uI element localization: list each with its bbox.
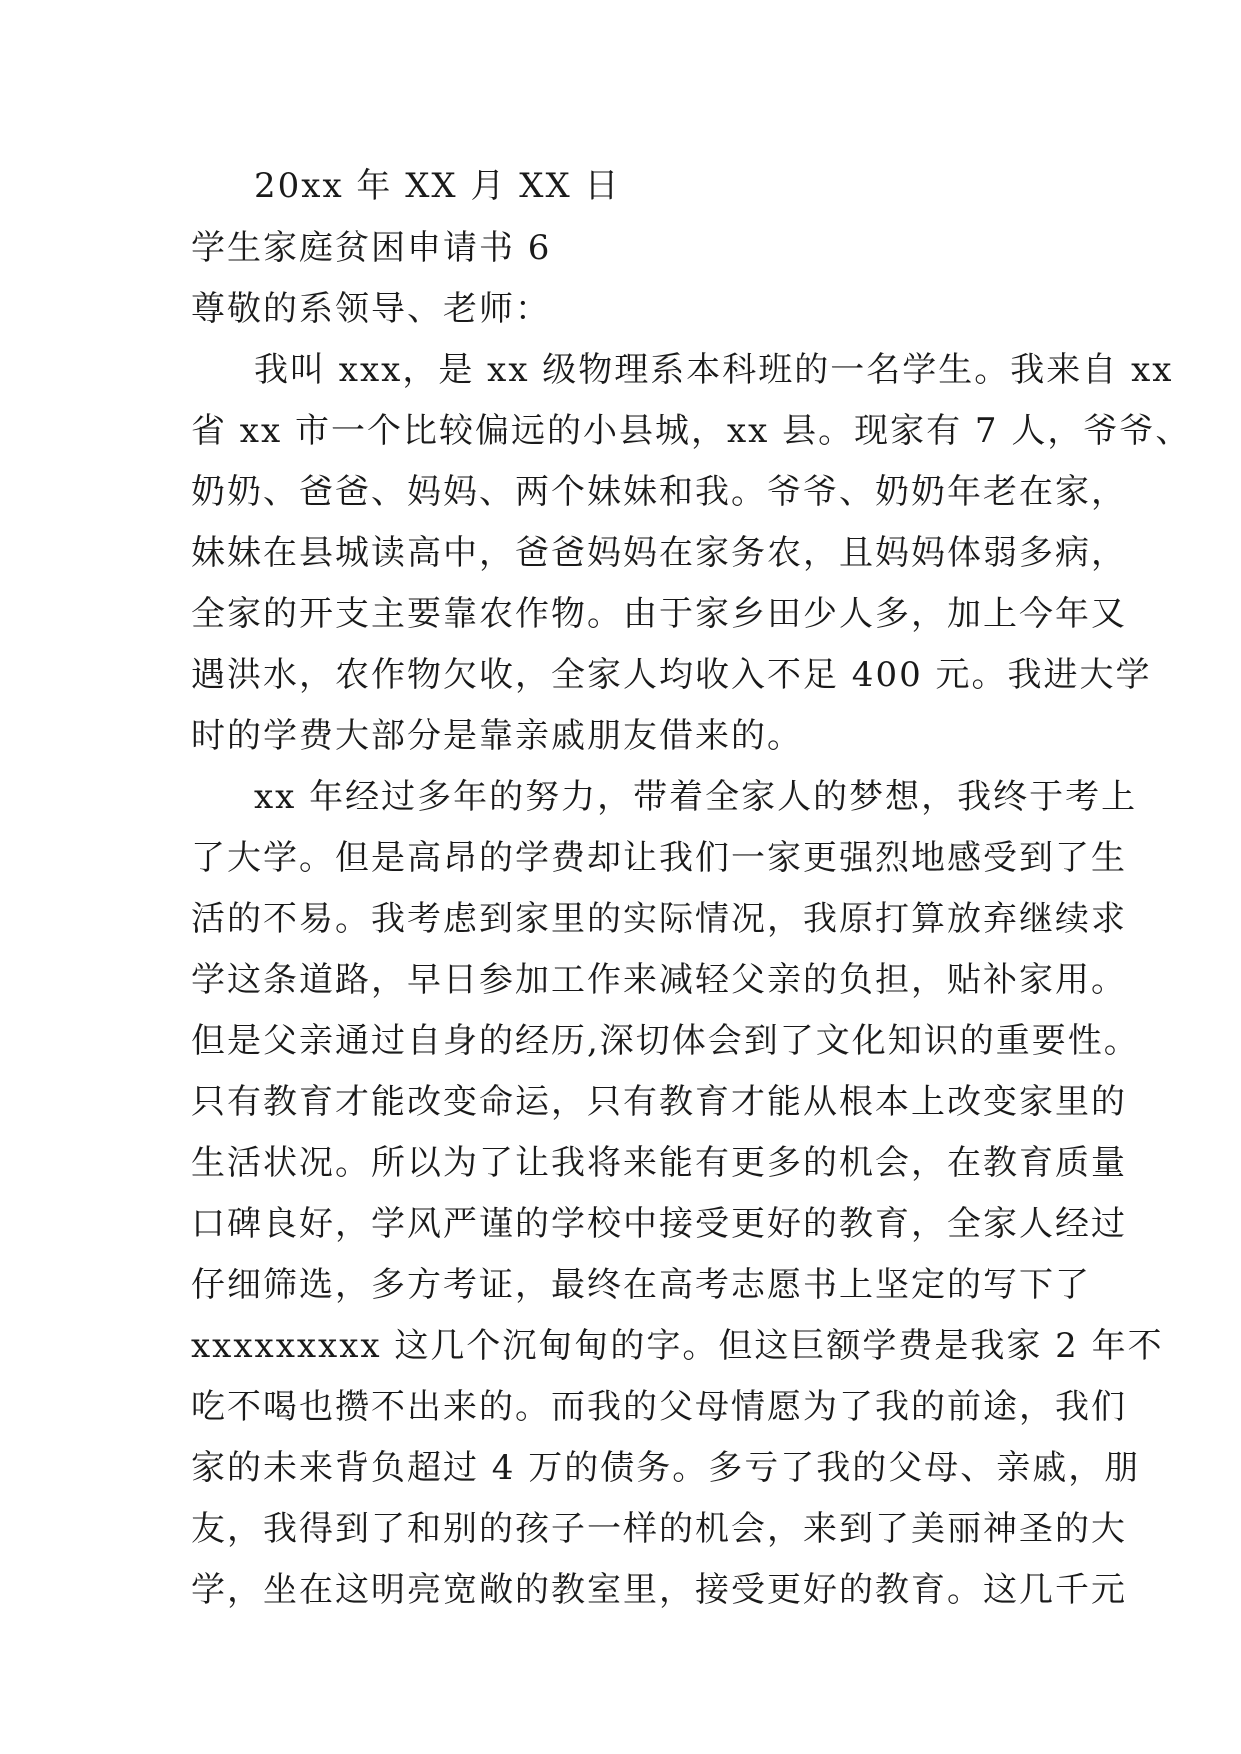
paragraph-2-line: 学，坐在这明亮宽敞的教室里，接受更好的教育。这几千元 — [191, 1570, 1127, 1610]
paragraph-2-line: 学这条道路，早日参加工作来减轻父亲的负担，贴补家用。 — [191, 960, 1127, 1000]
paragraph-1-line: 时的学费大部分是靠亲戚朋友借来的。 — [191, 716, 803, 756]
paragraph-2-line: 吃不喝也攒不出来的。而我的父母情愿为了我的前途，我们 — [191, 1387, 1127, 1427]
paragraph-1-line: 妹妹在县城读高中，爸爸妈妈在家务农，且妈妈体弱多病， — [191, 533, 1127, 573]
paragraph-2-line: xxxxxxxxx 这几个沉甸甸的字。但这巨额学费是我家 2 年不 — [191, 1326, 1164, 1366]
paragraph-2-line: 生活状况。所以为了让我将来能有更多的机会，在教育质量 — [191, 1143, 1127, 1183]
date-line: 20xx 年 XX 月 XX 日 — [254, 166, 621, 206]
paragraph-2-line: 只有教育才能改变命运，只有教育才能从根本上改变家里的 — [191, 1082, 1127, 1122]
paragraph-2-line: 但是父亲通过自身的经历,深切体会到了文化知识的重要性。 — [191, 1021, 1140, 1061]
paragraph-1-line: 省 xx 市一个比较偏远的小县城，xx 县。现家有 7 人，爷爷、 — [191, 411, 1192, 451]
paragraph-1-line: 奶奶、爸爸、妈妈、两个妹妹和我。爷爷、奶奶年老在家， — [191, 472, 1127, 512]
paragraph-2-line: 仔细筛选，多方考证，最终在高考志愿书上坚定的写下了 — [191, 1265, 1091, 1305]
document-title: 学生家庭贫困申请书 6 — [191, 228, 552, 268]
paragraph-2-line: 家的未来背负超过 4 万的债务。多亏了我的父母、亲戚，朋 — [191, 1448, 1141, 1488]
paragraph-2-line: 口碑良好，学风严谨的学校中接受更好的教育，全家人经过 — [191, 1204, 1127, 1244]
paragraph-1-line: 全家的开支主要靠农作物。由于家乡田少人多，加上今年又 — [191, 594, 1127, 634]
paragraph-2-line: 了大学。但是高昂的学费却让我们一家更强烈地感受到了生 — [191, 838, 1127, 878]
paragraph-1-line: 遇洪水，农作物欠收，全家人均收入不足 400 元。我进大学 — [191, 655, 1152, 695]
paragraph-1-line: 我叫 xxx，是 xx 级物理系本科班的一名学生。我来自 xx — [254, 350, 1174, 390]
salutation: 尊敬的系领导、老师： — [191, 289, 551, 329]
paragraph-2-line: xx 年经过多年的努力，带着全家人的梦想，我终于考上 — [254, 777, 1138, 817]
paragraph-2-line: 友，我得到了和别的孩子一样的机会，来到了美丽神圣的大 — [191, 1509, 1127, 1549]
paragraph-2-line: 活的不易。我考虑到家里的实际情况，我原打算放弃继续求 — [191, 899, 1127, 939]
